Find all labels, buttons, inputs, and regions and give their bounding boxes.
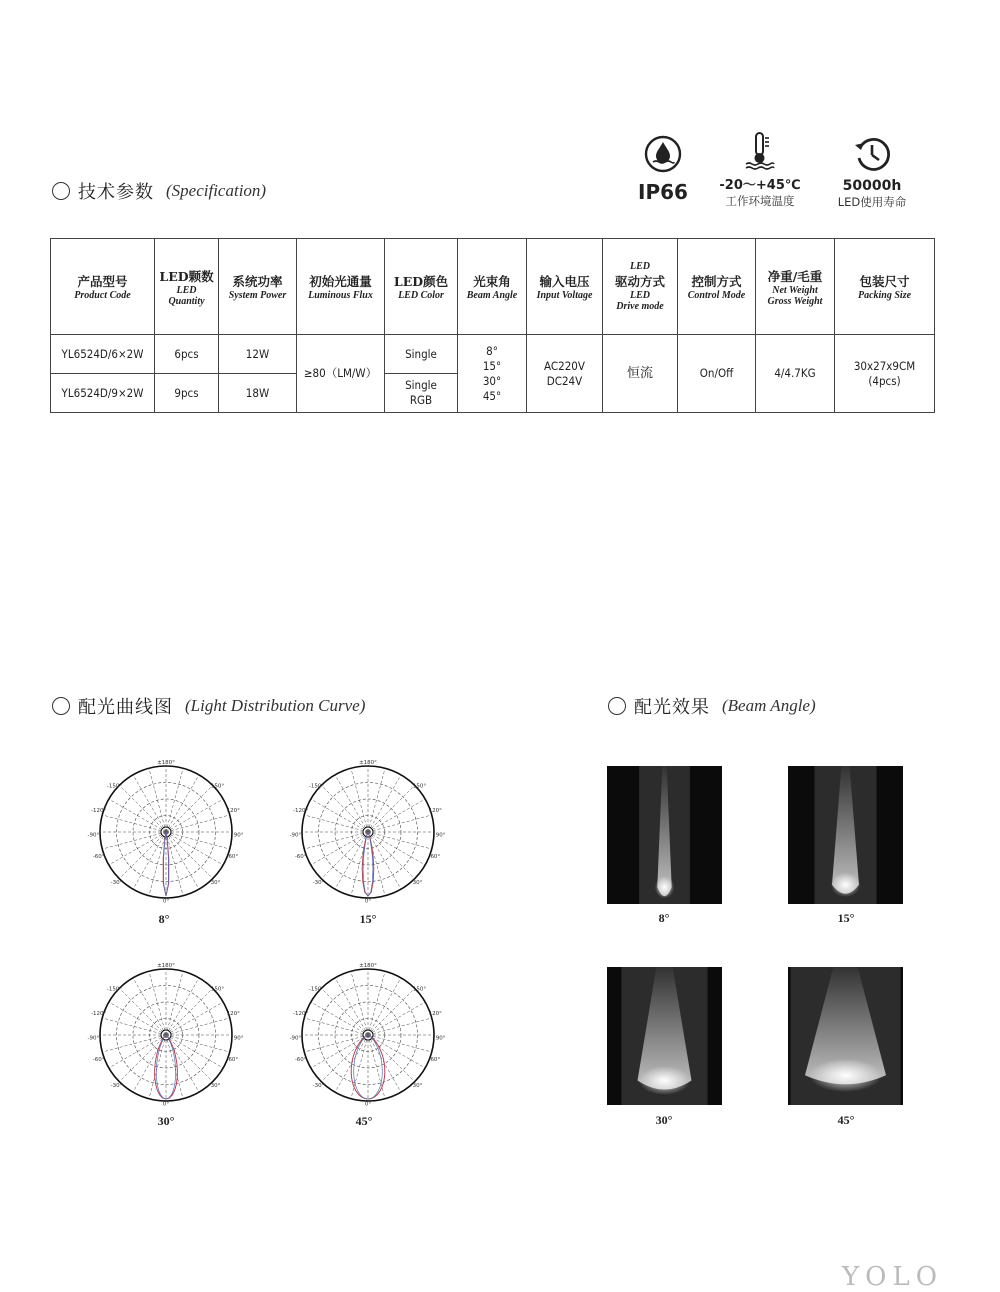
polar-angle-label: ±180°	[157, 760, 175, 766]
temperature-label: 工作环境温度	[725, 194, 795, 208]
polar-angle-label: -90°	[87, 832, 100, 839]
polar-angle-label: 60°	[228, 854, 239, 861]
ip-rating-text: IP66	[638, 180, 688, 204]
badge-ip66	[628, 134, 698, 204]
polar-spoke	[368, 799, 425, 832]
polar-angle-label: 150°	[210, 783, 225, 790]
polar-angle-label: 60°	[430, 1057, 441, 1064]
polar-caption-8: 8°	[158, 912, 170, 926]
beam-title-en: (Beam Angle)	[722, 696, 816, 715]
polar-spoke	[166, 832, 223, 865]
polar-spoke	[119, 988, 166, 1035]
polar-spoke	[166, 1002, 223, 1035]
polar-angle-label: -120°	[91, 807, 107, 814]
header-led-quantity: LED颗数 LED Quantity	[155, 239, 219, 335]
polar-angle-label: 30°	[412, 879, 423, 886]
beam-effect-30	[607, 967, 722, 1105]
header-input-voltage: 输入电压 Input Voltage	[527, 239, 603, 335]
polar-spoke	[119, 1035, 166, 1082]
cell-code: YL6524D/6×2W	[51, 335, 155, 374]
spec-title-cn: 技术参数	[78, 182, 154, 203]
cell-control: On/Off	[678, 335, 756, 413]
temperature-range: -20～+45℃	[719, 178, 801, 193]
curve-title-cn: 配光曲线图	[78, 697, 173, 718]
polar-chart-15	[280, 752, 456, 912]
cell-color: Single	[385, 335, 458, 374]
polar-spoke	[304, 832, 368, 849]
polar-angle-label: 30°	[210, 879, 221, 886]
polar-spoke	[109, 799, 166, 832]
polar-angle-label: -60°	[294, 854, 307, 861]
polar-spoke	[321, 988, 368, 1035]
polar-spoke	[149, 768, 166, 832]
polar-spoke	[166, 799, 223, 832]
polar-spoke	[119, 785, 166, 832]
polar-spoke	[149, 971, 166, 1035]
polar-spoke	[368, 832, 432, 849]
footer-brand: YOLO	[842, 1262, 944, 1292]
bullet-circle-icon	[52, 697, 70, 715]
thermometer-icon	[740, 130, 780, 170]
cell-color: Single RGB	[385, 374, 458, 413]
polar-spoke	[102, 1035, 166, 1052]
polar-angle-label: 150°	[412, 783, 427, 790]
polar-caption-30: 30°	[157, 1114, 175, 1128]
polar-angle-label: -60°	[92, 854, 105, 861]
spec-section-title	[52, 178, 266, 204]
polar-caption-15: 15°	[359, 912, 377, 926]
header-product-code: 产品型号 Product Code	[51, 239, 155, 335]
polar-angle-label: -120°	[293, 1010, 309, 1017]
polar-angle-label: 30°	[210, 1082, 221, 1089]
polar-chart-30	[78, 955, 254, 1115]
polar-angle-label: 0°	[364, 1101, 372, 1108]
polar-spoke	[102, 832, 166, 849]
polar-spoke	[166, 1035, 230, 1052]
polar-angle-label: 60°	[228, 1057, 239, 1064]
polar-spoke	[109, 832, 166, 865]
polar-angle-label: -30°	[110, 879, 123, 886]
polar-spoke	[368, 1035, 425, 1068]
polar-spoke	[102, 815, 166, 832]
polar-angle-label: 30°	[412, 1082, 423, 1089]
curve-title-en: (Light Distribution Curve)	[185, 696, 366, 715]
polar-angle-label: ±180°	[157, 963, 175, 969]
polar-spoke	[304, 1035, 368, 1052]
beam-effect-45	[788, 967, 903, 1105]
polar-angle-label: -150°	[106, 986, 123, 993]
polar-angle-label: ±180°	[359, 963, 377, 969]
polar-spoke	[368, 1035, 432, 1052]
polar-spoke	[351, 971, 368, 1035]
polar-angle-label: -150°	[106, 783, 123, 790]
polar-angle-label: 120°	[226, 1010, 240, 1017]
polar-chart-8	[78, 752, 254, 912]
polar-spoke	[166, 1018, 230, 1035]
beam-hotspot	[831, 873, 861, 898]
header-weight: 净重/毛重 Net Weight Gross Weight	[756, 239, 835, 335]
polar-spoke	[166, 832, 230, 849]
beam-caption-8: 8°	[658, 911, 670, 925]
badge-temperature	[712, 130, 808, 209]
polar-spoke	[368, 768, 385, 832]
polar-angle-label: 0°	[364, 898, 372, 905]
polar-spoke	[368, 832, 425, 865]
table-row	[51, 335, 935, 374]
polar-angle-label: -60°	[294, 1057, 307, 1064]
beam-caption-45: 45°	[837, 1113, 855, 1127]
polar-spoke	[368, 1002, 425, 1035]
cell-flux: ≥80（LM/W）	[297, 335, 385, 413]
beam-caption-15: 15°	[837, 911, 855, 925]
polar-angle-label: -120°	[91, 1010, 107, 1017]
header-system-power: 系统功率 System Power	[219, 239, 297, 335]
polar-angle-label: ±180°	[359, 760, 377, 766]
table-header-row	[51, 239, 935, 335]
lifetime-hours: 50000h	[842, 178, 902, 194]
polar-spoke	[109, 1002, 166, 1035]
polar-spoke	[368, 1018, 432, 1035]
polar-caption-45: 45°	[355, 1114, 373, 1128]
header-led-color: LED颜色 LED Color	[385, 239, 458, 335]
polar-angle-label: -90°	[87, 1035, 100, 1042]
beam-effect-15	[788, 766, 903, 904]
polar-angle-label: 120°	[428, 1010, 442, 1017]
polar-angle-label: 90°	[233, 832, 244, 839]
beam-hotspot	[809, 1059, 882, 1093]
cell-qty: 9pcs	[155, 374, 219, 413]
cell-power: 18W	[219, 374, 297, 413]
polar-spoke	[166, 768, 183, 832]
clock-history-icon	[852, 134, 892, 174]
polar-chart-45	[280, 955, 456, 1115]
badge-lifetime	[826, 134, 918, 210]
polar-angle-label: -90°	[289, 832, 302, 839]
polar-angle-label: -150°	[308, 986, 325, 993]
beam-title-cn: 配光效果	[634, 697, 710, 718]
polar-angle-label: -150°	[308, 783, 325, 790]
header-packing-size: 包装尺寸 Packing Size	[835, 239, 935, 335]
waterproof-drop-icon	[643, 134, 683, 174]
spec-title-en: (Specification)	[166, 181, 267, 200]
bullet-circle-icon	[52, 182, 70, 200]
cell-code: YL6524D/9×2W	[51, 374, 155, 413]
polar-angle-label: -30°	[110, 1082, 123, 1089]
cell-voltage: AC220V DC24V	[527, 335, 603, 413]
polar-angle-label: -90°	[289, 1035, 302, 1042]
cell-drive: 恒流	[603, 335, 678, 413]
lifetime-label: LED使用寿命	[837, 195, 907, 209]
polar-angle-label: 0°	[162, 1101, 170, 1108]
polar-spoke	[351, 768, 368, 832]
polar-angle-label: -30°	[312, 879, 325, 886]
beam-caption-30: 30°	[655, 1113, 673, 1127]
polar-spoke	[102, 1018, 166, 1035]
cell-qty: 6pcs	[155, 335, 219, 374]
polar-angle-label: 150°	[412, 986, 427, 993]
polar-angle-label: -120°	[293, 807, 309, 814]
bullet-circle-icon	[608, 697, 626, 715]
polar-spoke	[166, 832, 199, 889]
polar-spoke	[304, 815, 368, 832]
polar-angle-label: 60°	[430, 854, 441, 861]
polar-spoke	[166, 1035, 213, 1082]
cell-packing: 30x27x9CM (4pcs)	[835, 335, 935, 413]
polar-spoke	[368, 971, 385, 1035]
polar-angle-label: 150°	[210, 986, 225, 993]
beam-section-title	[608, 693, 816, 719]
cell-beam: 8° 15° 30° 45°	[458, 335, 527, 413]
polar-angle-label: 120°	[226, 807, 240, 814]
curve-section-title	[52, 693, 365, 719]
polar-angle-label: 90°	[435, 832, 446, 839]
polar-spoke	[321, 785, 368, 832]
header-luminous-flux: 初始光通量 Luminous Flux	[297, 239, 385, 335]
cell-power: 12W	[219, 335, 297, 374]
header-beam-angle: 光束角 Beam Angle	[458, 239, 527, 335]
header-drive-mode: LED 驱动方式 LED Drive mode	[603, 239, 678, 335]
beam-hotspot	[639, 1066, 690, 1095]
polar-angle-label: 90°	[233, 1035, 244, 1042]
polar-spoke	[368, 815, 432, 832]
polar-spoke	[166, 815, 230, 832]
cell-weight: 4/4.7KG	[756, 335, 835, 413]
polar-spoke	[133, 832, 166, 889]
polar-angle-label: 120°	[428, 807, 442, 814]
polar-angle-label: -60°	[92, 1057, 105, 1064]
polar-angle-label: 90°	[435, 1035, 446, 1042]
polar-angle-label: 0°	[162, 898, 170, 905]
header-control-mode: 控制方式 Control Mode	[678, 239, 756, 335]
polar-angle-label: -30°	[312, 1082, 325, 1089]
polar-spoke	[166, 971, 183, 1035]
beam-effect-8	[607, 766, 722, 904]
spec-table	[50, 238, 935, 413]
beam-hotspot	[655, 876, 675, 898]
polar-spoke	[304, 1018, 368, 1035]
